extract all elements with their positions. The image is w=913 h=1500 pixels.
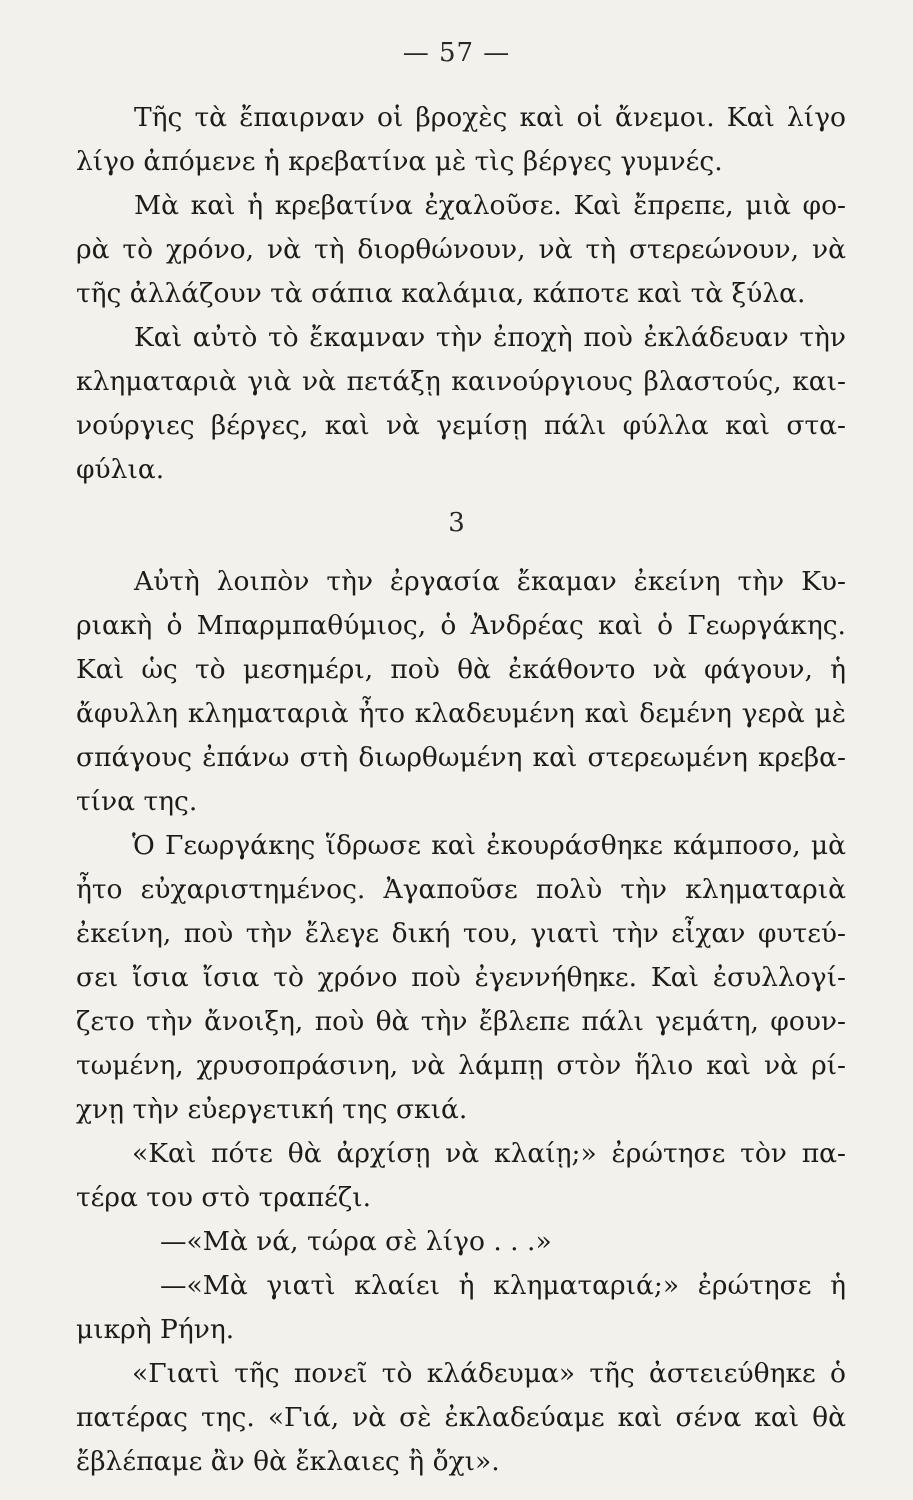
- text-line: κληματαριὰ γιὰ νὰ πετάξῃ καινούργιους βλαστούς, και-: [76, 366, 846, 397]
- text-line: φύλια.: [76, 454, 165, 485]
- section-number: 3: [448, 508, 465, 538]
- text-line: ἔβλέπαμε ἂν θὰ ἔκλαιες ἢ ὄχι».: [76, 1446, 500, 1477]
- page-number: — 57 —: [402, 38, 511, 68]
- text-line: μικρὴ Ρήνη.: [76, 1314, 235, 1345]
- text-line: Καὶ αὐτὸ τὸ ἔκαμναν τὴν ἐποχὴ ποὺ ἐκλάδευαν τὴν: [134, 322, 846, 353]
- text-line: πατέρας της. «Γιά, νὰ σὲ ἐκλαδεύαμε καὶ σένα καὶ θὰ: [76, 1402, 846, 1433]
- text-line: ριακὴ ὁ Μπαρμπαθύμιος, ὁ Ἀνδρέας καὶ ὁ Γεωργάκης.: [76, 610, 846, 641]
- dialogue-line: —«Μὰ νά, τώρα σὲ λίγο . . .»: [160, 1226, 552, 1257]
- text-line: «Γιατὶ τῆς πονεῖ τὸ κλάδευμα» τῆς ἀστειεύθηκε ὁ: [132, 1358, 846, 1389]
- dialogue-line: —«Μὰ γιατὶ κλαίει ἡ κληματαριά;» ἐρώτησε ἡ: [160, 1270, 846, 1301]
- paragraph-block-1: [76, 96, 846, 492]
- text-line: ἐκείνη, ποὺ τὴν ἔλεγε δική του, γιατὶ τὴν εἶχαν φυτεύ-: [76, 918, 846, 949]
- text-line: Καὶ ὡς τὸ μεσημέρι, ποὺ θὰ ἐκάθοντο νὰ φάγουν, ἡ: [76, 654, 846, 685]
- text-line: ἄφυλλη κληματαριὰ ἦτο κλαδευμένη καὶ δεμένη γερὰ μὲ: [76, 698, 846, 729]
- text-line: Τῆς τὰ ἔπαιρναν οἱ βροχὲς καὶ οἱ ἄνεμοι. Καὶ λίγο: [134, 102, 846, 133]
- text-line: ζετο τὴν ἄνοιξη, ποὺ θὰ τὴν ἔβλεπε πάλι γεμάτη, φουν-: [76, 1006, 846, 1037]
- text-line: τέρα του στὸ τραπέζι.: [76, 1182, 372, 1213]
- text-line: σπάγους ἐπάνω στὴ διωρθωμένη καὶ στερεωμένη κρεβα-: [76, 742, 846, 773]
- text-line: ἦτο εὐχαριστημένος. Ἀγαποῦσε πολὺ τὴν κληματαριὰ: [76, 874, 846, 905]
- text-line: τίνα της.: [76, 786, 198, 817]
- text-line: νούργιες βέργες, καὶ νὰ γεμίσῃ πάλι φύλλα καὶ στα-: [76, 410, 846, 441]
- text-line: Ὁ Γεωργάκης ἵδρωσε καὶ ἐκουράσθηκε κάμποσο, μὰ: [132, 830, 846, 861]
- text-line: τῆς ἀλλάζουν τὰ σάπια καλάμια, κάποτε καὶ τὰ ξύλα.: [76, 278, 806, 309]
- paragraph-block-2: [76, 560, 846, 1484]
- text-line: «Καὶ πότε θὰ ἀρχίσῃ νὰ κλαίῃ;» ἐρώτησε τὸν πα-: [132, 1138, 846, 1169]
- text-line: Μὰ καὶ ἡ κρεβατίνα ἐχαλοῦσε. Καὶ ἔπρεπε, μιὰ φο-: [134, 190, 846, 221]
- text-line: ρὰ τὸ χρόνο, νὰ τὴ διορθώνουν, νὰ τὴ στερεώνουν, νὰ: [76, 234, 846, 265]
- text-line: τωμένη, χρυσοπράσινη, νὰ λάμπῃ στὸν ἥλιο καὶ νὰ ρί-: [76, 1050, 846, 1081]
- text-line: λίγο ἀπόμενε ἡ κρεβατίνα μὲ τὶς βέργες γυμνές.: [76, 146, 723, 177]
- text-line: χνῃ τὴν εὐεργετική της σκιά.: [76, 1094, 468, 1125]
- text-line: σει ἴσια ἴσια τὸ χρόνο ποὺ ἐγεννήθηκε. Καὶ ἐσυλλογί-: [76, 962, 846, 993]
- text-line: Αὐτὴ λοιπὸν τὴν ἐργασία ἔκαμαν ἐκείνη τὴν Κυ-: [134, 566, 846, 597]
